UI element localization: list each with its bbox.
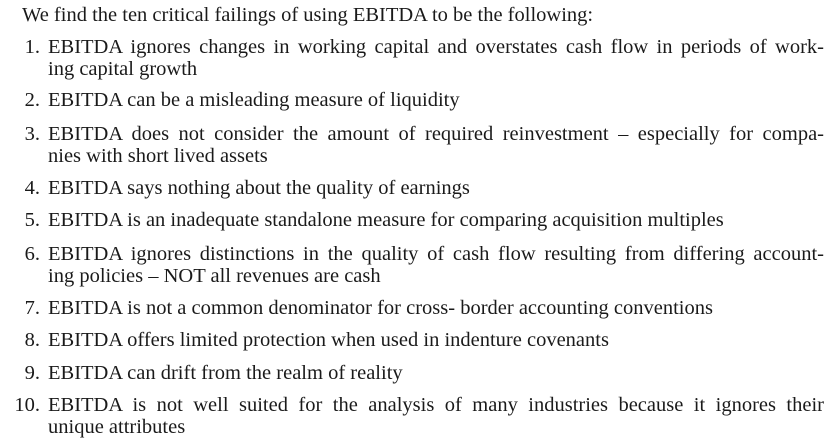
item-line: EBITDA is not a common denominator for cross- border accounting conventions [48,297,713,319]
item-line: ing capital growth [48,58,198,80]
item-line: EBITDA can drift from the realm of reality [48,362,403,384]
item-number: 9. [24,362,40,384]
item-text [48,362,824,384]
item-text [48,243,824,287]
item-line: EBITDA ignores distinctions in the quality of cash flow resulting from differing account- [48,243,824,265]
item-number: 3. [24,123,40,145]
item-number: 2. [24,89,40,111]
item-line: ing policies – NOT all revenues are cash [48,265,381,287]
intro-sentence: We find the ten critical failings of using EBITDA to be the following: [22,4,594,26]
item-text [48,329,824,351]
item-number: 7. [24,297,40,319]
item-text [48,89,824,111]
item-line: EBITDA can be a misleading measure of liquidity [48,89,460,111]
item-number: 5. [24,209,40,231]
item-line: EBITDA is an inadequate standalone measure for comparing acquisition multiples [48,209,724,231]
item-number: 8. [24,329,40,351]
item-text [48,177,824,199]
item-line: nies with short lived assets [48,145,268,167]
item-line: EBITDA offers limited protection when used in indenture covenants [48,329,609,351]
item-line: unique attributes [48,416,186,438]
item-text [48,297,824,319]
item-number: 1. [24,36,40,58]
item-line: EBITDA is not well suited for the analysis of many industries because it ignores their [48,394,824,416]
item-text [48,123,824,167]
item-number: 10. [14,394,40,416]
item-line: EBITDA says nothing about the quality of earnings [48,177,470,199]
item-line: EBITDA does not consider the amount of required reinvestment – especially for compa- [48,123,824,145]
item-line: EBITDA ignores changes in working capital and overstates cash flow in periods of work- [48,36,824,58]
item-text [48,36,824,80]
item-text [48,394,824,438]
item-text [48,209,824,231]
item-number: 6. [24,243,40,265]
item-number: 4. [24,177,40,199]
